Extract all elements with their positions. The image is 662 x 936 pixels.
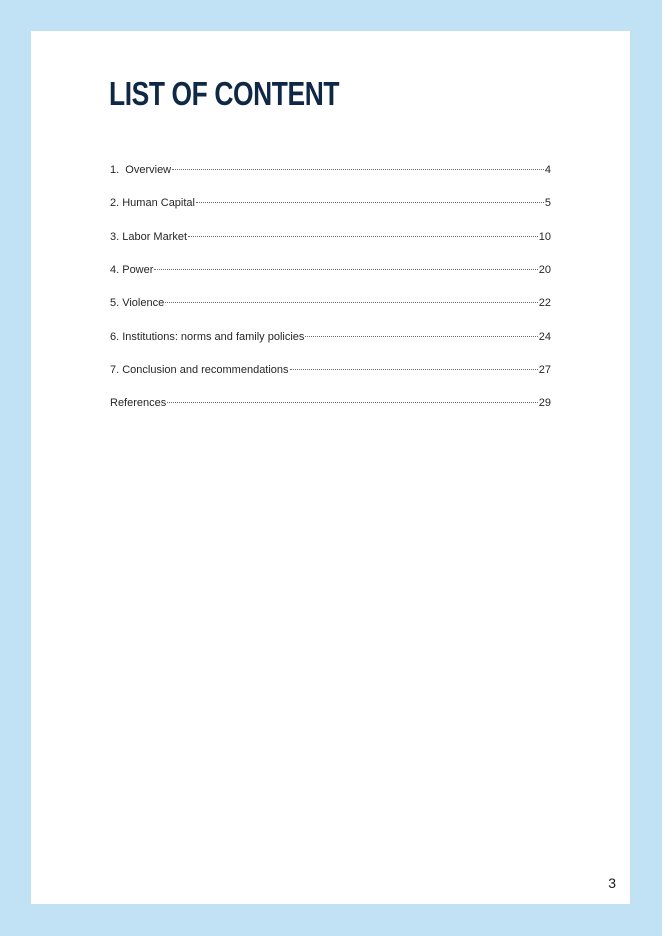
document-page bbox=[31, 31, 630, 904]
toc-entry-label: 4. Power bbox=[110, 264, 154, 276]
toc-leader-dots bbox=[165, 302, 538, 303]
toc-entry-label: 3. Labor Market bbox=[110, 231, 188, 243]
toc-entry-human-capital[interactable] bbox=[110, 195, 551, 211]
toc-entry-power[interactable] bbox=[110, 262, 551, 278]
toc-leader-dots bbox=[172, 169, 544, 170]
toc-entry-page: 24 bbox=[538, 331, 551, 343]
toc-entry-institutions[interactable] bbox=[110, 329, 551, 345]
toc-entry-conclusion[interactable] bbox=[110, 362, 551, 378]
toc-entry-references[interactable] bbox=[110, 395, 551, 411]
toc-entry-label: 1. Overview bbox=[110, 164, 172, 176]
toc-leader-dots bbox=[188, 236, 538, 237]
toc-entry-page: 5 bbox=[544, 197, 551, 209]
toc-entry-label: 2. Human Capital bbox=[110, 197, 195, 209]
toc-leader-dots bbox=[305, 336, 537, 337]
toc-entry-page: 20 bbox=[538, 264, 551, 276]
toc-entry-violence[interactable] bbox=[110, 295, 551, 311]
page-number: 3 bbox=[608, 875, 616, 891]
toc-entry-page: 4 bbox=[544, 164, 551, 176]
toc-entry-label: 5. Violence bbox=[110, 297, 165, 309]
toc-entry-label: 7. Conclusion and recommendations bbox=[110, 364, 289, 376]
toc-entry-label: 6. Institutions: norms and family policies bbox=[110, 331, 305, 343]
toc-entry-label: References bbox=[110, 397, 167, 409]
toc-entry-page: 29 bbox=[538, 397, 551, 409]
toc-leader-dots bbox=[154, 269, 537, 270]
toc-entry-page: 22 bbox=[538, 297, 551, 309]
toc-entry-overview[interactable] bbox=[110, 162, 551, 178]
toc-leader-dots bbox=[196, 202, 544, 203]
toc-leader-dots bbox=[290, 369, 538, 370]
toc-entry-page: 27 bbox=[538, 364, 551, 376]
toc-leader-dots bbox=[167, 402, 537, 403]
toc-entry-labor-market[interactable] bbox=[110, 229, 551, 245]
page-title: LIST OF CONTENT bbox=[109, 75, 340, 112]
toc-entry-page: 10 bbox=[538, 231, 551, 243]
